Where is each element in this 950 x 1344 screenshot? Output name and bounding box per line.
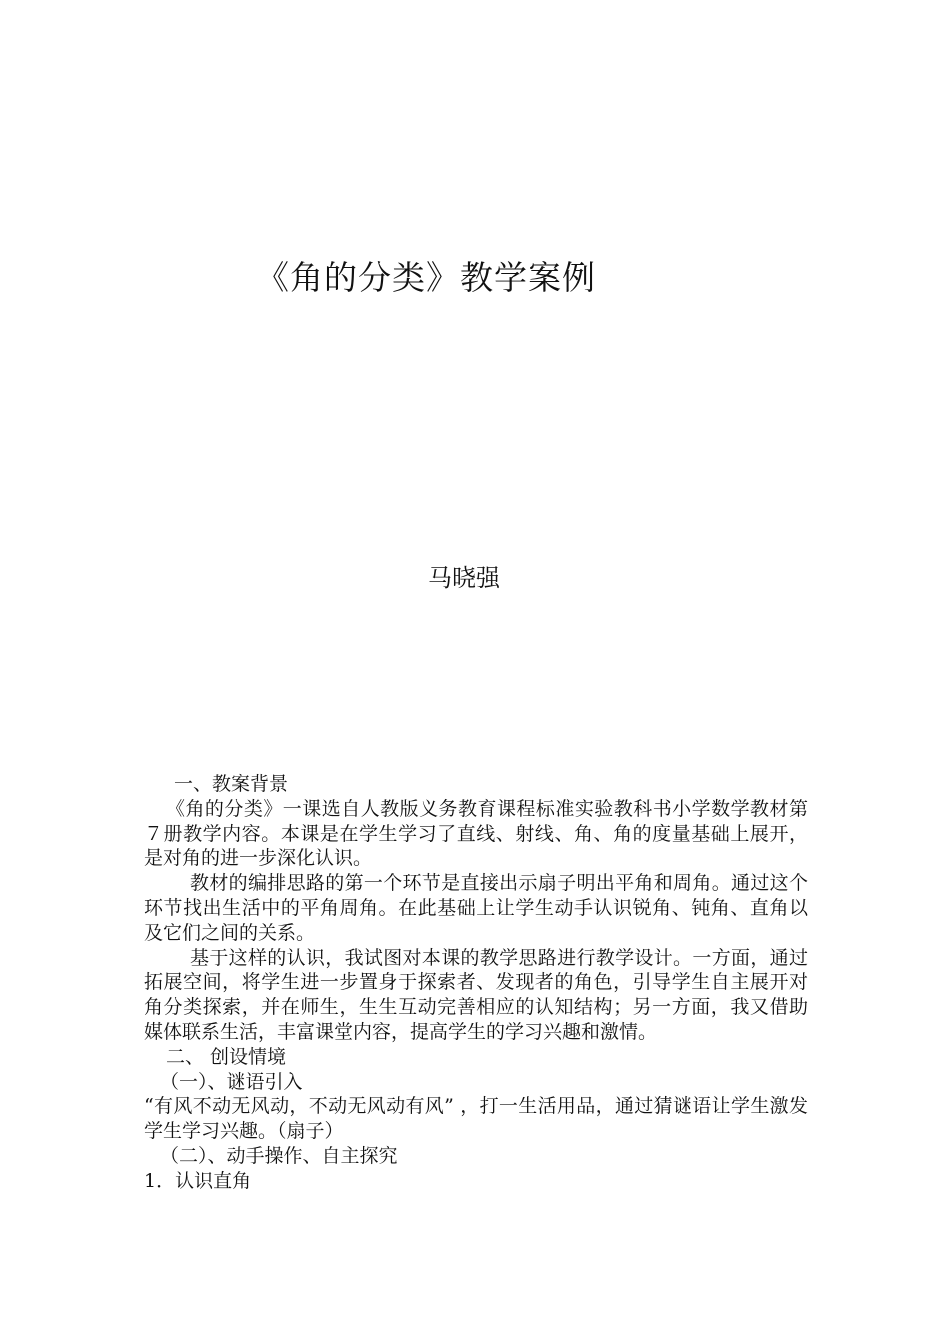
subsection-heading-riddle: （一）、谜语引入 (160, 1070, 303, 1093)
section-heading-scenario: 二、 创设情境 (166, 1045, 287, 1068)
paragraph-background-1: 《角的分类》一课选自人教版义务教育课程标准实验教科书小学数学教材第７册教学内容。本课是在学生学习了直线、射线、角、角的度量基础上展开，是对角的进一步深化认识。 (144, 797, 808, 870)
document-title: 《角的分类》教学案例 (256, 258, 596, 297)
paragraph-background-2: 教材的编排思路的第一个环节是直接出示扇子明出平角和周角。通过这个环节找出生活中的平角周角。在此基础上让学生动手认识锐角、钝角、直角以及它们之间的关系。 (144, 872, 808, 944)
paragraph-background-3: 基于这样的认识，我试图对本课的教学思路进行教学设计。一方面，通过拓展空间，将学生进一步置身于探索者、发现者的角色，引导学生自主展开对角分类探索，并在师生，生生互动完善相应的认知结构；另一方面，我又借助媒体联系生活，丰富课堂内容，提高学生的学习兴趣和激情。 (144, 946, 808, 1043)
subsection-heading-hands-on: （二）、动手操作、自主探究 (160, 1144, 398, 1167)
list-item-right-angle: 1．认识直角 (144, 1169, 252, 1192)
document-body (144, 772, 808, 1194)
author-name: 马晓强 (428, 564, 500, 592)
section-heading-background: 一、教案背景 (174, 773, 289, 795)
paragraph-riddle: “有风不动无风动，不动无风动有风” ，打一生活用品，通过猜谜语让学生激发学生学习兴趣。（扇子） (144, 1095, 808, 1143)
